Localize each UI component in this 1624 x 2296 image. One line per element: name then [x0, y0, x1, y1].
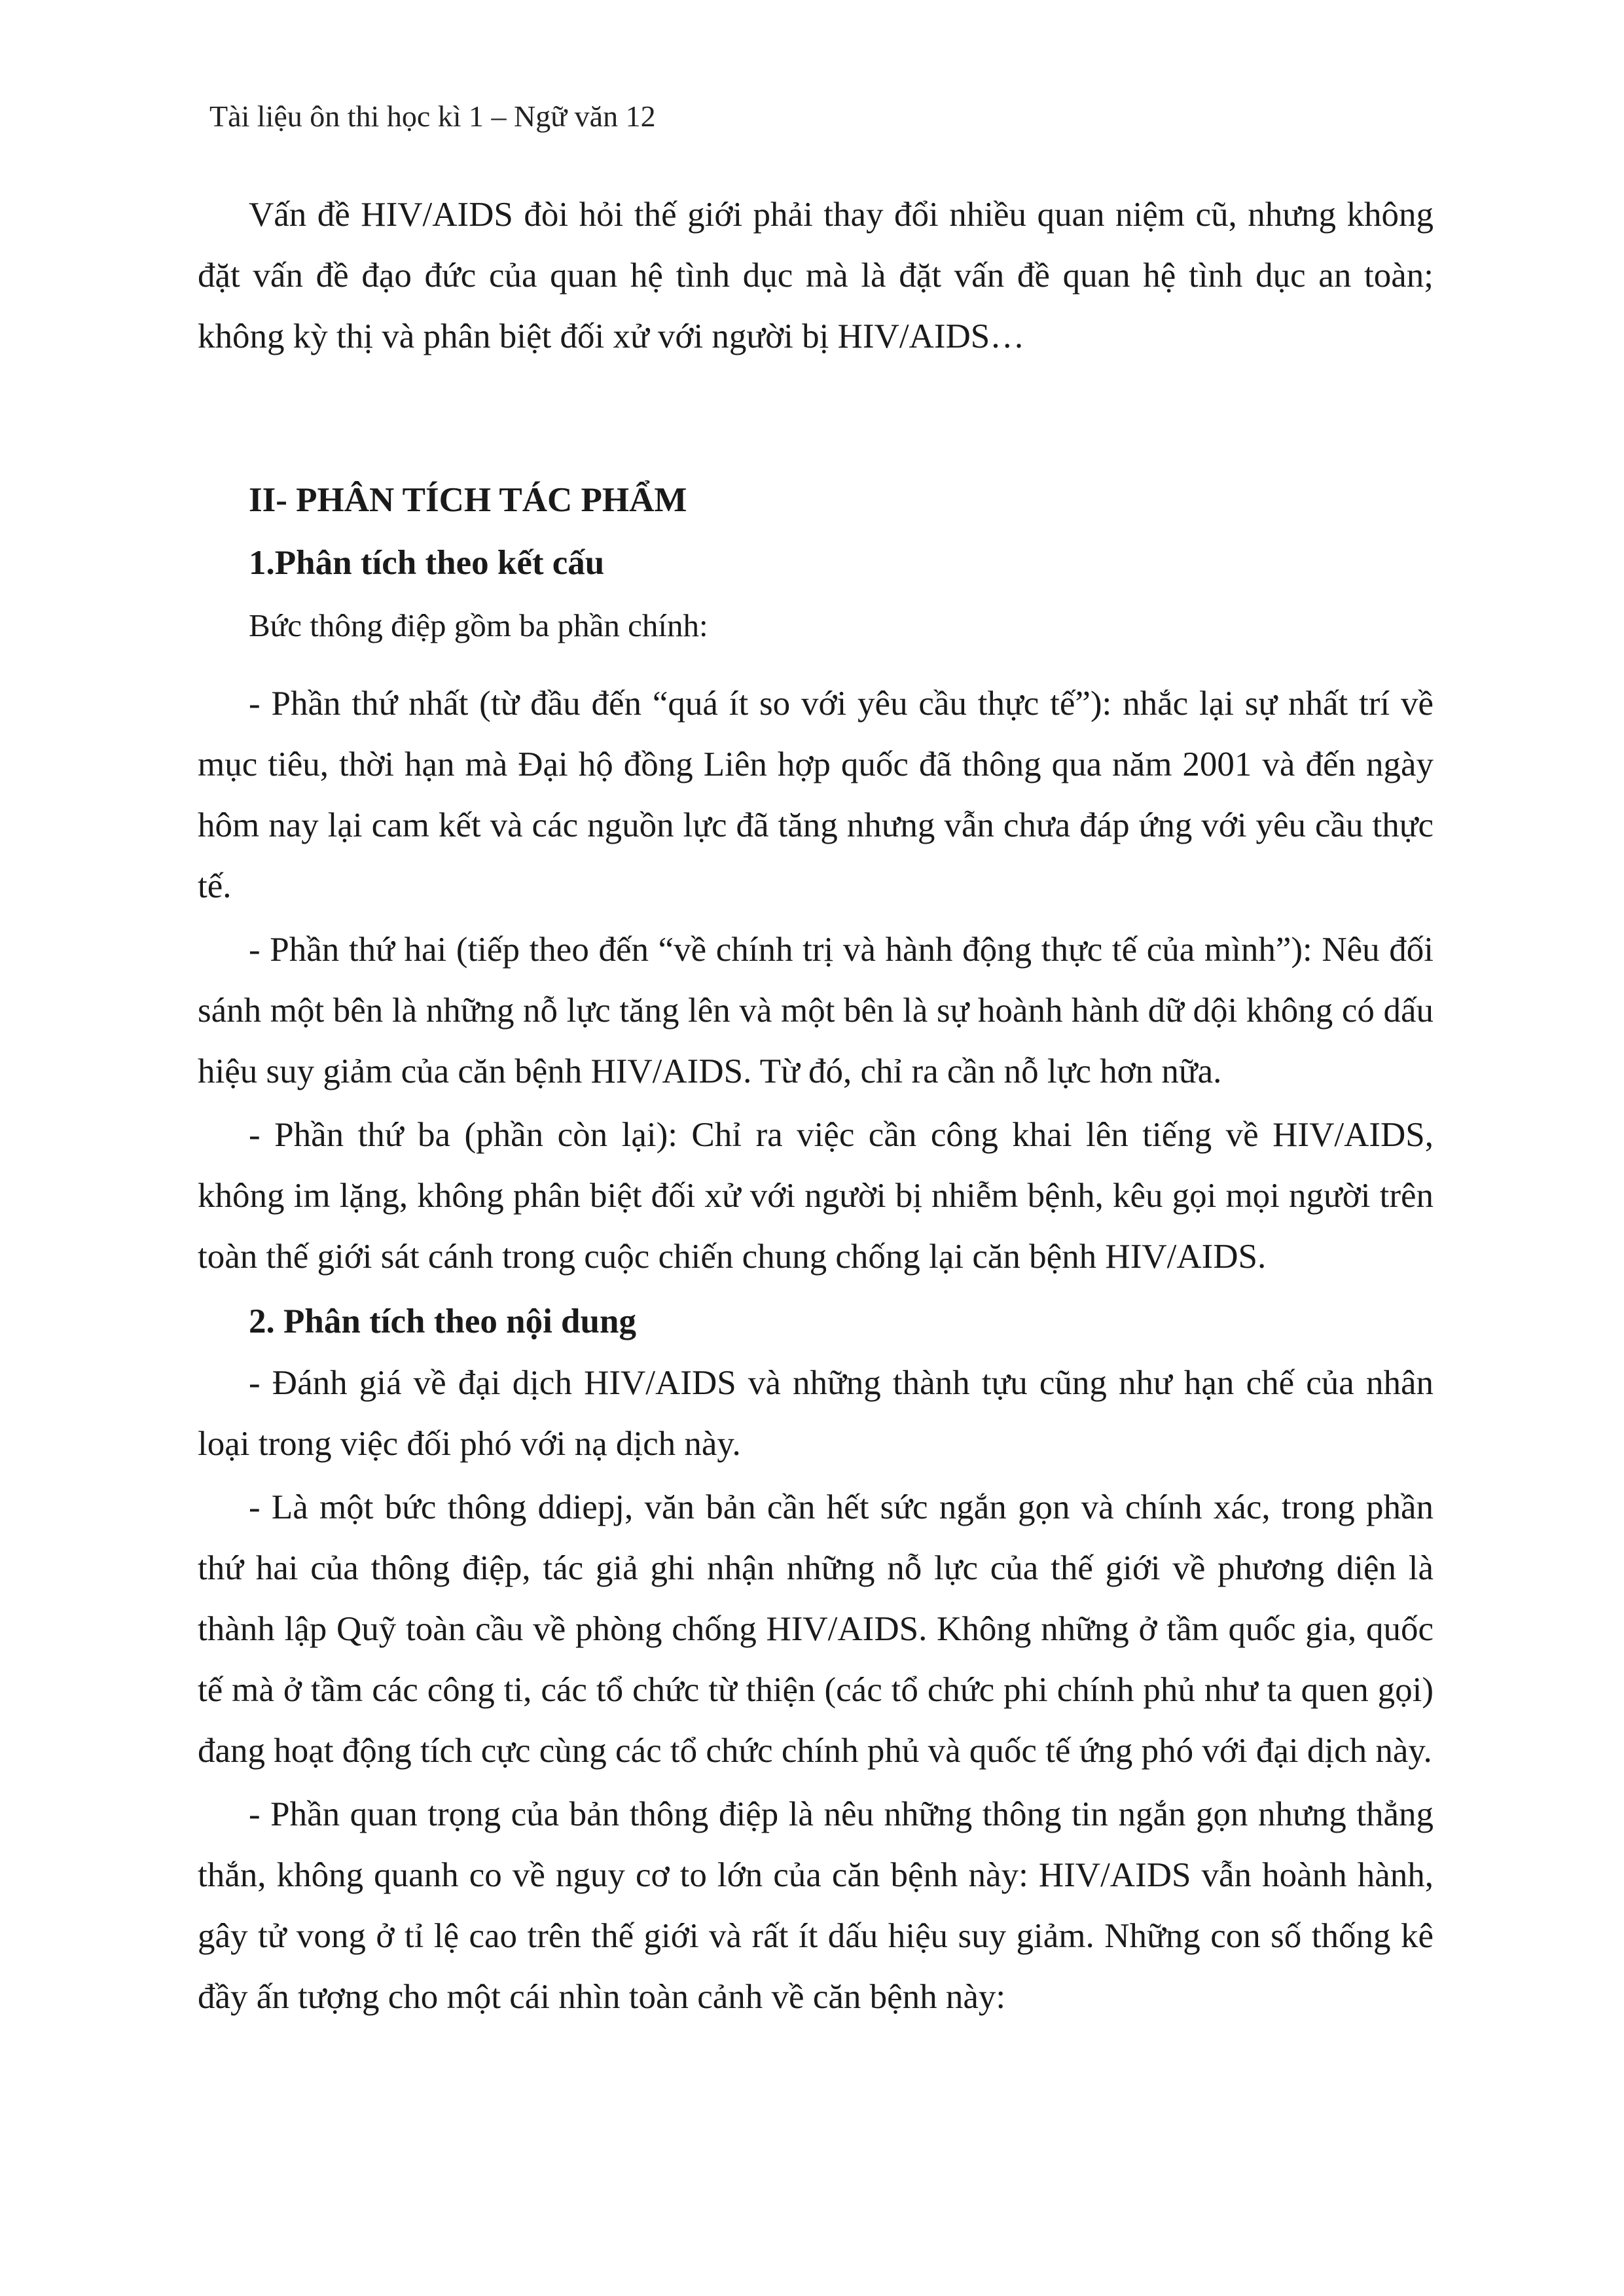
running-header: Tài liệu ôn thi học kì 1 – Ngữ văn 12	[209, 99, 656, 133]
structure-item-3: - Phần thứ ba (phần còn lại): Chỉ ra việc cần công khai lên tiếng về HIV/AIDS, không im lặng, không phân biệt đối xử với người bị nhiễm bệnh, kêu gọi mọi người trên toàn thế giới sát cánh trong cuộc chiến chung chống lại căn bệnh HIV/AIDS.	[198, 1116, 1434, 1276]
content-item-2: - Là một bức thông ddiepj, văn bản cần hết sức ngắn gọn và chính xác, trong phần thứ hai của thông điệp, tác giả ghi nhận những nỗ lực của thế giới về phương diện là thành lập Quỹ toàn cầu về phòng chống HIV/AIDS. Không những ở tầm quốc gia, quốc tế mà ở tầm các công ti, các tổ chức từ thiện (các tổ chức phi chính phủ như ta quen gọi) đang hoạt động tích cực cùng các tổ chức chính phủ và quốc tế ứng phó với đại dịch này.	[198, 1488, 1434, 1770]
content-item-3: - Phần quan trọng của bản thông điệp là nêu những thông tin ngắn gọn nhưng thẳng thắn, không quanh co về nguy cơ to lớn của căn bệnh này: HIV/AIDS vẫn hoành hành, gây tử vong ở tỉ lệ cao trên thế giới và rất ít dấu hiệu suy giảm. Những con số thống kê đầy ấn tượng cho một cái nhìn toàn cảnh về căn bệnh này:	[198, 1795, 1434, 2016]
intro-paragraph: Vấn đề HIV/AIDS đòi hỏi thế giới phải thay đổi nhiều quan niệm cũ, nhưng không đặt vấn đề đạo đức của quan hệ tình dục mà là đặt vấn đề quan hệ tình dục an toàn; không kỳ thị và phân biệt đối xử với người bị HIV/AIDS…	[198, 196, 1434, 355]
structure-lead: Bức thông điệp gồm ba phần chính:	[249, 607, 708, 643]
structure-item-2: - Phần thứ hai (tiếp theo đến “về chính trị và hành động thực tế của mình”): Nêu đối sánh một bên là những nỗ lực tăng lên và một bên là sự hoành hành dữ dội không có dấu hiệu suy giảm của căn bệnh HIV/AIDS. Từ đó, chỉ ra cần nỗ lực hơn nữa.	[198, 931, 1434, 1090]
document-body	[198, 185, 1434, 2030]
structure-item-1: - Phần thứ nhất (từ đầu đến “quá ít so với yêu cầu thực tế”): nhắc lại sự nhất trí về mục tiêu, thời hạn mà Đại hộ đồng Liên hợp quốc đã thông qua năm 2001 và đến ngày hôm nay lại cam kết và các nguồn lực đã tăng nhưng vẫn chưa đáp ứng với yêu cầu thực tế.	[198, 685, 1434, 905]
subsection-title-content: 2. Phân tích theo nội dung	[249, 1302, 636, 1340]
subsection-title-structure: 1.Phân tích theo kết cấu	[249, 544, 605, 582]
section-title: II- PHÂN TÍCH TÁC PHẨM	[249, 481, 687, 519]
content-item-1: - Đánh giá về đại dịch HIV/AIDS và những thành tựu cũng như hạn chế của nhân loại trong việc đối phó với nạ dịch này.	[198, 1364, 1434, 1463]
